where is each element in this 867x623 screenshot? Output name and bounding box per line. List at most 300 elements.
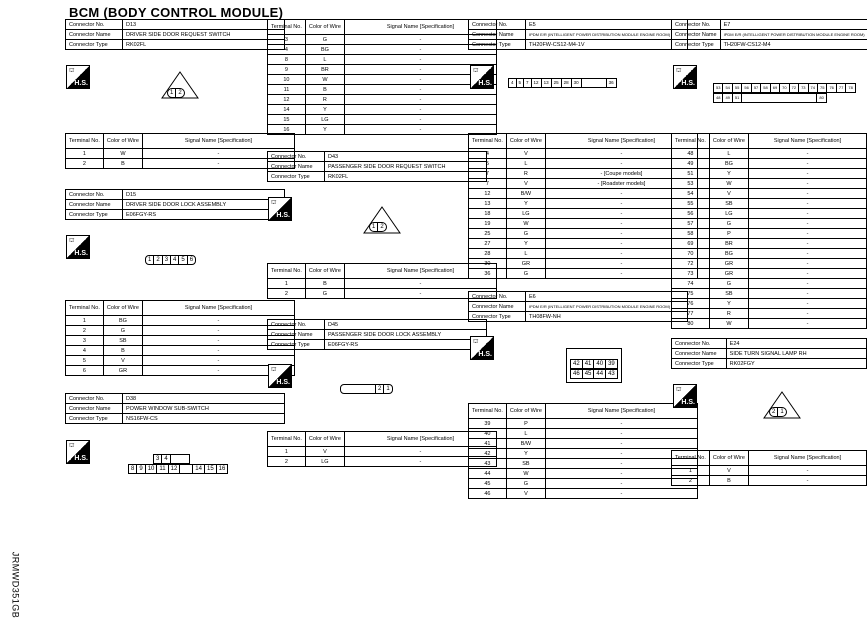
d38-connector (128, 454, 228, 474)
signal-name: - (748, 239, 866, 249)
table-row (66, 356, 295, 366)
document-code: JRMWD351GB (10, 551, 21, 619)
wire-color: W (709, 179, 748, 189)
conn-type-value: TH20FW-CS12-M4 (720, 40, 867, 50)
signal-name: - (545, 469, 697, 479)
pin: 3 (154, 455, 162, 463)
wire-color: BR (709, 239, 748, 249)
terminal-header: Terminal No. (66, 301, 104, 316)
table-row (469, 469, 698, 479)
conn-type-value: NS16FW-CS (123, 414, 285, 424)
conn-type-value: RK02FL (325, 172, 487, 182)
color-header: Color of Wire (305, 432, 344, 447)
terminal-number: 15 (268, 115, 306, 125)
table-row (469, 259, 698, 269)
pin: 48 (714, 94, 723, 102)
signal-name: - (748, 189, 866, 199)
conn-type-label: Connector Type (66, 414, 123, 424)
terminal-number: 18 (469, 209, 507, 219)
pin: 75 (818, 84, 827, 92)
table-row (672, 249, 867, 259)
terminal-number: 3 (268, 35, 306, 45)
signal-header: Signal Name [Specification] (545, 134, 697, 149)
connector-info-table (65, 189, 285, 220)
table-row (469, 249, 698, 259)
d38-terminals (267, 19, 497, 135)
pin: 12 (532, 79, 542, 87)
signal-name: - (748, 476, 866, 486)
d43-connector (362, 205, 402, 245)
conn-no-label: Connector No. (268, 152, 325, 162)
color-header: Color of Wire (709, 134, 748, 149)
terminal-number: 7 (469, 179, 507, 189)
table-row (672, 169, 867, 179)
terminal-number: 1 (268, 279, 306, 289)
terminal-number: 48 (672, 149, 710, 159)
terminal-number: 2 (66, 326, 104, 336)
signal-header: Signal Name [Specification] (748, 134, 866, 149)
pin: 70 (780, 84, 789, 92)
terminal-number: 2 (268, 289, 306, 299)
signal-name: - (545, 449, 697, 459)
harness-side-icon: ⛫ H.S. (268, 197, 292, 221)
pin: 2 (154, 256, 162, 264)
conn-name-value: SIDE TURN SIGNAL LAMP RH (726, 349, 866, 359)
signal-name: - (344, 125, 496, 135)
e7-terminals (671, 133, 867, 329)
terminal-table (267, 431, 497, 467)
pin: 76 (827, 84, 836, 92)
conn-type-label: Connector Type (672, 40, 721, 50)
d13-terminals (65, 133, 295, 169)
wire-color: BG (709, 159, 748, 169)
wire-color: R (709, 309, 748, 319)
signal-name: - (545, 239, 697, 249)
conn-name-label: Connector Name (66, 404, 123, 414)
e7-info (671, 19, 867, 50)
signal-name: - (748, 319, 866, 329)
conn-type-label: Connector Type (672, 359, 727, 369)
wire-color: B (305, 85, 344, 95)
wire-color: V (709, 466, 748, 476)
signal-name: - [Roadster models] (545, 179, 697, 189)
conn-type-label: Connector Type (268, 340, 325, 350)
table-row (469, 219, 698, 229)
pin: 41 (583, 360, 595, 368)
table-row (469, 459, 698, 469)
pin: 46 (571, 370, 583, 378)
terminal-number: 2 (66, 159, 104, 169)
signal-name: - (748, 199, 866, 209)
signal-name: - (545, 159, 697, 169)
wire-color: G (709, 219, 748, 229)
terminal-number: 41 (469, 439, 507, 449)
terminal-table (468, 403, 698, 499)
conn-name-label: Connector Name (268, 330, 325, 340)
terminal-number: 1 (66, 149, 104, 159)
d43-info (267, 151, 487, 182)
signal-name: - (142, 326, 294, 336)
conn-no-value: E24 (726, 339, 866, 349)
terminal-number: 27 (469, 239, 507, 249)
conn-type-label: Connector Type (268, 172, 325, 182)
pin: 44 (594, 370, 606, 378)
signal-header: Signal Name [Specification] (344, 432, 496, 447)
table-row (268, 35, 497, 45)
pin: 11 (157, 465, 168, 473)
table-row (268, 125, 497, 135)
terminal-number: 5 (66, 356, 104, 366)
wire-color: G (103, 326, 142, 336)
signal-name: - (545, 429, 697, 439)
wire-color: GR (709, 259, 748, 269)
conn-name-value: DRIVER SIDE DOOR REQUEST SWITCH (123, 30, 285, 40)
table-row (469, 449, 698, 459)
pin: 15 (205, 465, 217, 473)
table-row (469, 479, 698, 489)
terminal-number: 46 (469, 489, 507, 499)
wire-color: SB (709, 199, 748, 209)
wire-color: Y (709, 299, 748, 309)
harness-side-icon: ⛫ H.S. (470, 336, 494, 360)
signal-name: - (344, 289, 496, 299)
signal-name: - (142, 336, 294, 346)
table-row (672, 289, 867, 299)
connector-info-table (65, 19, 285, 50)
wire-color: BG (305, 45, 344, 55)
harness-side-icon: ⛫ H.S. (470, 65, 494, 89)
signal-name: - (142, 149, 294, 159)
wire-color: B/W (506, 439, 545, 449)
terminal-header: Terminal No. (672, 451, 710, 466)
table-row (672, 269, 867, 279)
terminal-number: 69 (672, 239, 710, 249)
pin: 42 (571, 360, 583, 368)
pin: 49 (723, 94, 732, 102)
conn-no-value: E5 (526, 20, 688, 30)
table-row (469, 239, 698, 249)
wire-color: L (305, 55, 344, 65)
conn-name-label: Connector Name (268, 162, 325, 172)
signal-name: - (344, 35, 496, 45)
conn-type-value: RK02FGY (726, 359, 866, 369)
wire-color: SB (506, 459, 545, 469)
e24-terminals (671, 450, 867, 486)
d15-info (65, 189, 285, 220)
table-row (672, 189, 867, 199)
wire-color: B (305, 279, 344, 289)
conn-name-label: Connector Name (469, 30, 526, 40)
terminal-table (468, 133, 698, 279)
table-row (469, 489, 698, 499)
wire-color: G (305, 35, 344, 45)
pin: 58 (761, 84, 770, 92)
pin: 10 (146, 465, 158, 473)
table-row (268, 95, 497, 105)
pin: 4 (162, 455, 170, 463)
connector-info-table (267, 319, 487, 350)
signal-name: - (748, 299, 866, 309)
conn-type-label: Connector Type (469, 40, 526, 50)
connector-info-table (65, 393, 285, 424)
conn-type-value: E06FGY-RS (123, 210, 285, 220)
pin: 2 (376, 385, 384, 393)
table-row (268, 115, 497, 125)
table-row (469, 419, 698, 429)
terminal-number: 70 (672, 249, 710, 259)
wire-color: Y (506, 449, 545, 459)
terminal-number: 5 (469, 159, 507, 169)
color-header: Color of Wire (103, 301, 142, 316)
harness-side-icon: ⛫ H.S. (66, 65, 90, 89)
wire-color: V (103, 356, 142, 366)
terminal-number: 42 (469, 449, 507, 459)
pin: 74 (809, 84, 818, 92)
pin: 9 (137, 465, 145, 473)
table-row (469, 429, 698, 439)
pin: 72 (790, 84, 799, 92)
wire-color: L (709, 149, 748, 159)
wire-color: LG (305, 115, 344, 125)
table-row (672, 229, 867, 239)
table-row (469, 269, 698, 279)
wire-color: GR (709, 269, 748, 279)
wire-color: W (709, 319, 748, 329)
table-row (268, 289, 497, 299)
table-row (268, 65, 497, 75)
table-row (672, 219, 867, 229)
pin: 6 (189, 257, 194, 263)
terminal-number: 1 (268, 447, 306, 457)
wire-color: Y (305, 125, 344, 135)
table-row (469, 439, 698, 449)
connector-info-table (267, 151, 487, 182)
pin: 45 (583, 370, 595, 378)
e24-info (671, 338, 867, 369)
d15-connector (145, 255, 196, 265)
wire-color: LG (506, 209, 545, 219)
terminal-number: 11 (268, 85, 306, 95)
pin: 28 (562, 79, 572, 87)
wire-color: W (506, 219, 545, 229)
terminal-number: 74 (672, 279, 710, 289)
wire-color: W (103, 149, 142, 159)
wire-color: B (709, 476, 748, 486)
terminal-table (267, 263, 497, 299)
wire-color: LG (305, 457, 344, 467)
wire-color: B (103, 159, 142, 169)
d45-terminals (267, 431, 497, 467)
pin: 5 (517, 79, 525, 87)
terminal-number: 43 (469, 459, 507, 469)
conn-no-label: Connector No. (672, 20, 721, 30)
table-row (672, 279, 867, 289)
color-header: Color of Wire (709, 451, 748, 466)
pin: 53 (714, 84, 723, 92)
terminal-header: Terminal No. (268, 432, 306, 447)
e6-terminals (468, 403, 698, 499)
wire-color: V (506, 149, 545, 159)
conn-type-value: TH20FW-CS12-M4-1V (526, 40, 688, 50)
conn-name-value: POWER WINDOW SUB-SWITCH (123, 404, 285, 414)
connector-glyph-icon: ⛫ (69, 68, 75, 74)
pin: 4 (171, 256, 179, 264)
signal-name: - (748, 179, 866, 189)
terminal-number: 72 (672, 259, 710, 269)
harness-side-icon: ⛫ H.S. (673, 384, 697, 408)
wire-color: B (103, 346, 142, 356)
pin: 13 (542, 79, 552, 87)
wire-color: P (709, 229, 748, 239)
color-header: Color of Wire (305, 264, 344, 279)
wire-color: V (506, 489, 545, 499)
terminal-number: 16 (268, 125, 306, 135)
table-row (66, 346, 295, 356)
terminal-number: 10 (268, 75, 306, 85)
terminal-number: 1 (672, 466, 710, 476)
terminal-header: Terminal No. (268, 264, 306, 279)
terminal-number: 4 (268, 45, 306, 55)
signal-name: - (748, 309, 866, 319)
terminal-number: 12 (469, 189, 507, 199)
terminal-number: 30 (469, 259, 507, 269)
signal-name: - (344, 55, 496, 65)
table-row (66, 149, 295, 159)
terminal-number: 53 (672, 179, 710, 189)
terminal-number: 40 (469, 429, 507, 439)
terminal-number: 58 (672, 229, 710, 239)
signal-name: - (748, 249, 866, 259)
color-header: Color of Wire (506, 404, 545, 419)
conn-name-label: Connector Name (672, 30, 721, 40)
signal-header: Signal Name [Specification] (344, 264, 496, 279)
wire-color: BG (709, 249, 748, 259)
pin: 2 (770, 408, 778, 416)
signal-name: - (545, 209, 697, 219)
table-row (469, 159, 698, 169)
e5-terminals (468, 133, 698, 279)
pin: 43 (608, 371, 615, 377)
conn-no-label: Connector No. (66, 20, 123, 30)
signal-name: - (344, 45, 496, 55)
wire-color: R (305, 95, 344, 105)
conn-no-label: Connector No. (469, 292, 526, 302)
table-row (672, 299, 867, 309)
terminal-table (671, 450, 867, 486)
signal-name: - (545, 419, 697, 429)
signal-name: - (142, 356, 294, 366)
conn-no-label: Connector No. (66, 190, 123, 200)
wire-color: Y (709, 169, 748, 179)
signal-header: Signal Name [Specification] (748, 451, 866, 466)
table-row (672, 319, 867, 329)
pin: 30 (572, 79, 582, 87)
pin: 4 (509, 79, 517, 87)
wire-color: L (506, 249, 545, 259)
signal-name: - (344, 115, 496, 125)
table-row (268, 457, 497, 467)
wire-color: GR (506, 259, 545, 269)
signal-name: - (545, 199, 697, 209)
terminal-number: 44 (469, 469, 507, 479)
terminal-number: 54 (672, 189, 710, 199)
signal-name: - (545, 149, 697, 159)
conn-no-label: Connector No. (469, 20, 526, 30)
signal-name: - (344, 95, 496, 105)
pin: 55 (733, 84, 742, 92)
table-row (268, 279, 497, 289)
conn-type-value: RK02FL (123, 40, 285, 50)
conn-no-value: E6 (526, 292, 688, 302)
conn-no-value: D45 (325, 320, 487, 330)
terminal-number: 45 (469, 479, 507, 489)
wire-color: G (709, 279, 748, 289)
conn-type-label: Connector Type (66, 40, 123, 50)
terminal-number: 75 (672, 289, 710, 299)
harness-side-icon: ⛫ H.S. (66, 440, 90, 464)
signal-name: - (748, 279, 866, 289)
wire-color: LG (709, 209, 748, 219)
signal-name: - (748, 229, 866, 239)
conn-name-value: DRIVER SIDE DOOR LOCK ASSEMBLY (123, 200, 285, 210)
table-row (672, 179, 867, 189)
wire-color: SB (709, 289, 748, 299)
wire-color: V (709, 189, 748, 199)
d45-connector (340, 384, 393, 394)
table-row (672, 149, 867, 159)
terminal-table (671, 133, 867, 329)
e5-connector (508, 78, 617, 88)
signal-name: - (344, 85, 496, 95)
terminal-number: 76 (672, 299, 710, 309)
table-row (268, 55, 497, 65)
wire-color: Y (305, 105, 344, 115)
terminal-number: 25 (469, 229, 507, 239)
wire-color: Y (506, 239, 545, 249)
d15-terminals (65, 300, 295, 376)
pin: 1 (370, 223, 378, 231)
terminal-table (267, 19, 497, 135)
pin: 40 (594, 360, 606, 368)
terminal-number: 77 (672, 309, 710, 319)
signal-name: - (545, 249, 697, 259)
wire-color: GR (103, 366, 142, 376)
terminal-number: 6 (66, 366, 104, 376)
signal-name: - (344, 105, 496, 115)
terminal-number: 7 (469, 169, 507, 179)
pin: 73 (799, 84, 808, 92)
signal-name: - (748, 209, 866, 219)
wire-color: V (506, 179, 545, 189)
terminal-number: 51 (672, 169, 710, 179)
wire-color: W (506, 469, 545, 479)
signal-header: Signal Name [Specification] (142, 134, 294, 149)
e7-connector (713, 83, 856, 103)
signal-name: - (142, 366, 294, 376)
wire-color: G (305, 289, 344, 299)
signal-name: - (545, 219, 697, 229)
signal-name: - (344, 279, 496, 289)
wire-color: Y (506, 199, 545, 209)
table-row (469, 179, 698, 189)
table-row (672, 199, 867, 209)
terminal-number: 73 (672, 269, 710, 279)
harness-side-icon: ⛫ H.S. (66, 235, 90, 259)
e24-connector (762, 390, 802, 430)
conn-no-value: D38 (123, 394, 285, 404)
table-row (672, 466, 867, 476)
terminal-number: 1 (66, 316, 104, 326)
